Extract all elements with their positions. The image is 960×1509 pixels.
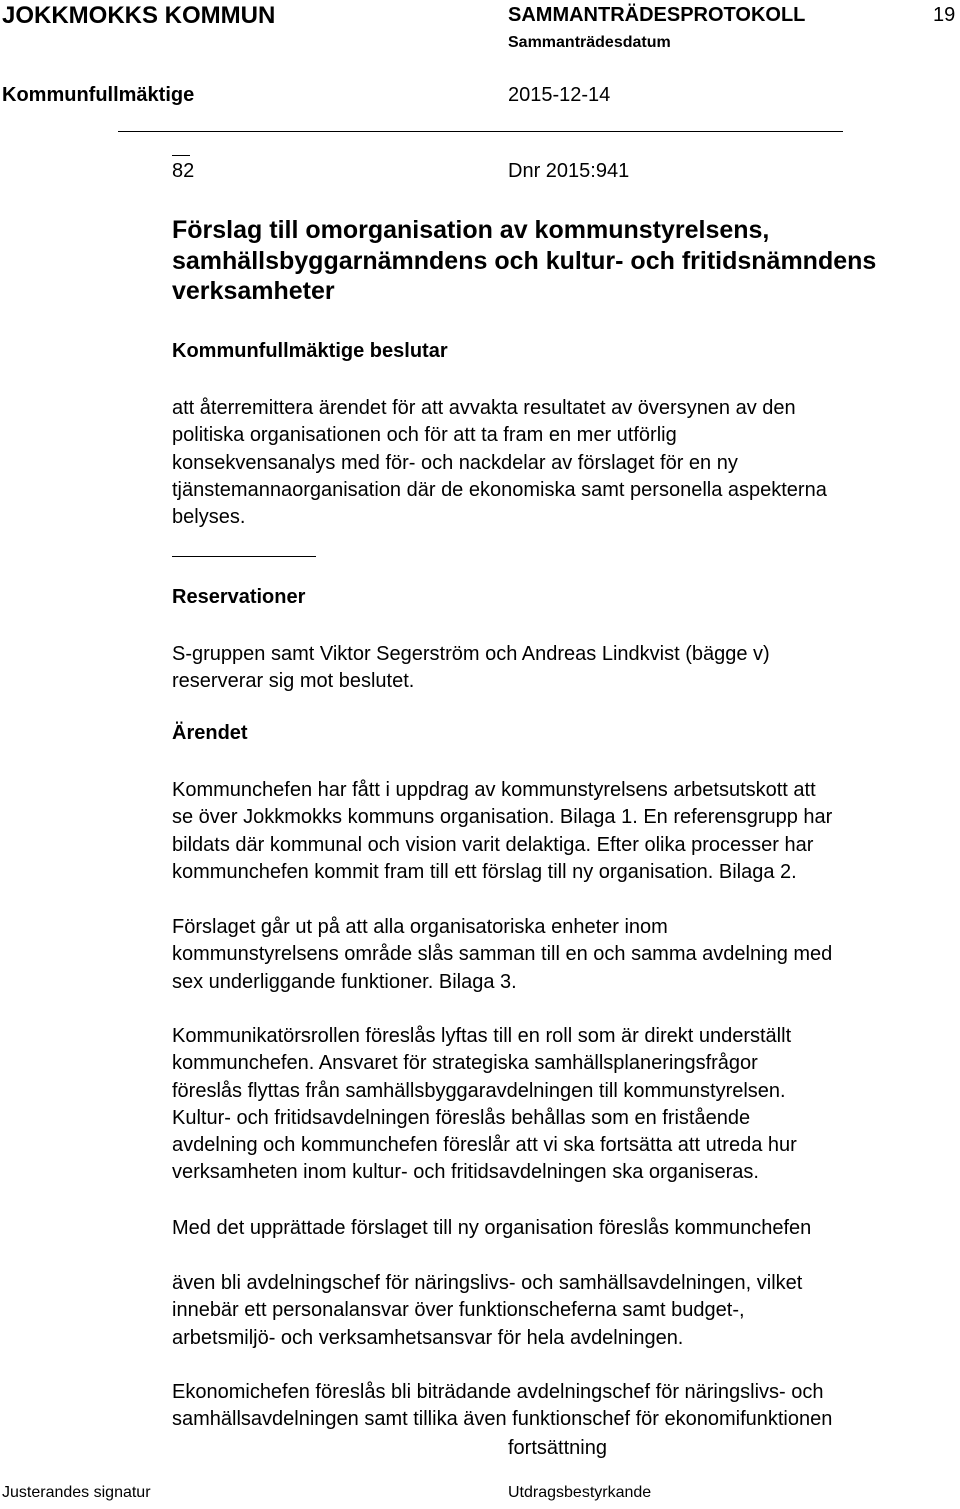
text-line: Med det upprättade förslaget till ny organisation föreslås kommunchefen xyxy=(172,1217,812,1239)
matter-heading: Ärendet xyxy=(172,722,248,744)
decision-separator xyxy=(172,556,316,557)
reservations-text xyxy=(172,641,957,696)
text-line: bildats där kommunal och vision varit delaktiga. Efter olika processer har xyxy=(172,833,814,856)
text-line: att återremittera ärendet för att avvakta resultatet av översynen av den xyxy=(172,397,796,419)
meeting-date-label: Sammanträdesdatum xyxy=(508,34,671,51)
title-line: Förslag till omorganisation av kommunstyrelsens, xyxy=(172,216,770,244)
text-line: se över Jokkmokks kommuns organisation. Bilaga 1. En referensgrupp har xyxy=(172,806,833,829)
text-line: även bli avdelningschef för näringslivs- och samhällsavdelningen, vilket xyxy=(172,1272,803,1294)
text-line: samhällsavdelningen samt tillika även funktionschef för ekonomifunktionen xyxy=(172,1408,833,1431)
meeting-date: 2015-12-14 xyxy=(508,84,611,106)
text-line: Kommunchefen har fått i uppdrag av kommunstyrelsens arbetsutskott att xyxy=(172,779,816,801)
matter-paragraph xyxy=(172,1215,957,1242)
text-line: innebär ett personalansvar över funktionscheferna samt budget-, xyxy=(172,1299,745,1322)
section-title xyxy=(172,215,952,307)
case-number: Dnr 2015:941 xyxy=(508,160,630,182)
matter-paragraph xyxy=(172,1270,957,1352)
text-line: Kultur- och fritidsavdelningen föreslås behållas som en fristående xyxy=(172,1106,751,1129)
text-line: verksamheten inom kultur- och fritidsavdelningen ska organiseras. xyxy=(172,1161,759,1184)
extract-certification-label: Utdragsbestyrkande xyxy=(508,1484,652,1501)
text-line: arbetsmiljö- och verksamhetsansvar för hela avdelningen. xyxy=(172,1326,684,1349)
text-line: Förslaget går ut på att alla organisatoriska enheter inom xyxy=(172,916,668,938)
matter-paragraph xyxy=(172,1023,957,1187)
decision-body: Kommunfullmäktige xyxy=(2,84,195,106)
reservations-heading: Reservationer xyxy=(172,586,306,608)
text-line: sex underliggande funktioner. Bilaga 3. xyxy=(172,970,517,993)
document-type: SAMMANTRÄDESPROTOKOLL xyxy=(508,4,806,26)
text-line: kommunstyrelsens område slås samman till en och samma avdelning med xyxy=(172,943,833,966)
section-number: 82 xyxy=(172,160,195,182)
title-line: verksamheter xyxy=(172,277,335,305)
title-line: samhällsbyggarnämndens och kultur- och fritidsnämndens xyxy=(172,246,877,275)
text-line: avdelning och kommunchefen föreslår att vi ska fortsätta att utreda hur xyxy=(172,1134,797,1157)
matter-paragraph xyxy=(172,1379,957,1434)
decision-heading: Kommunfullmäktige beslutar xyxy=(172,340,448,362)
municipality-name: JOKKMOKKS KOMMUN xyxy=(2,2,276,29)
matter-paragraph xyxy=(172,914,957,996)
section-mark-rule xyxy=(172,155,190,156)
text-line: politiska organisationen och för att ta fram en mer utförlig xyxy=(172,424,677,447)
text-line: kommunchefen kommit fram till ett förslag till ny organisation. Bilaga 2. xyxy=(172,860,797,883)
text-line: tjänstemannaorganisation där de ekonomiska samt personella aspekterna xyxy=(172,478,827,501)
page-number: 19 xyxy=(933,4,956,26)
continued-note: fortsättning xyxy=(508,1437,607,1459)
header-divider xyxy=(118,131,843,132)
text-line: belyses. xyxy=(172,506,246,529)
decision-text xyxy=(172,395,957,531)
text-line: kommunchefen. Ansvaret för strategiska samhällsplaneringsfrågor xyxy=(172,1052,758,1075)
text-line: Kommunikatörsrollen föreslås lyftas till en roll som är direkt underställt xyxy=(172,1025,792,1047)
text-line: Ekonomichefen föreslås bli biträdande avdelningschef för näringslivs- och xyxy=(172,1381,824,1403)
text-line: reserverar sig mot beslutet. xyxy=(172,670,415,693)
text-line: konsekvensanalys med för- och nackdelar av förslaget för en ny xyxy=(172,451,738,474)
matter-paragraph xyxy=(172,777,957,886)
signature-label: Justerandes signatur xyxy=(2,1484,151,1501)
text-line: S-gruppen samt Viktor Segerström och Andreas Lindkvist (bägge v) xyxy=(172,643,770,665)
text-line: föreslås flyttas från samhällsbyggaravdelningen till kommunstyrelsen. xyxy=(172,1079,786,1102)
